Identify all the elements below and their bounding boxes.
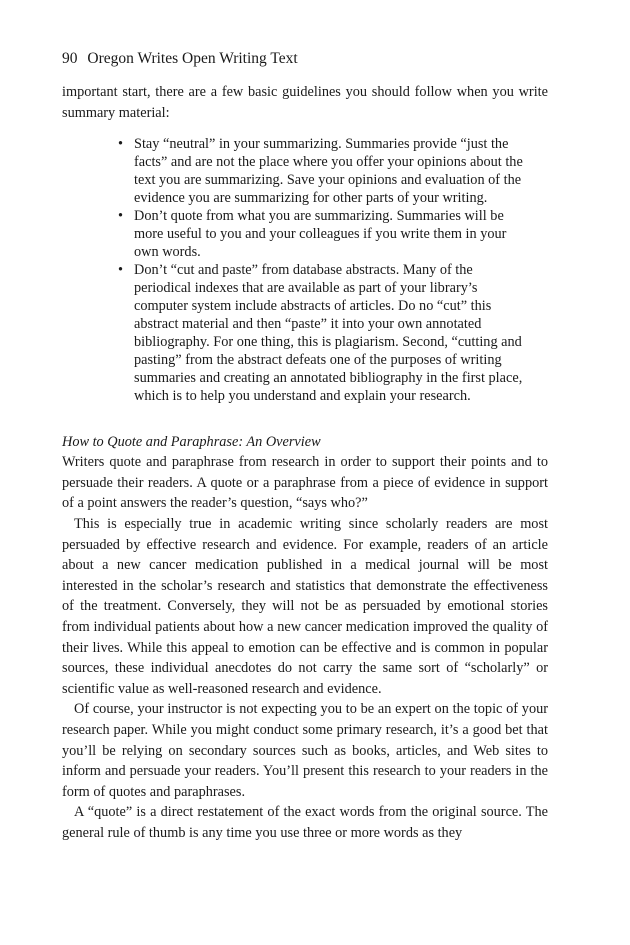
guidelines-list: [62, 135, 530, 405]
page-number: 90: [62, 50, 78, 67]
running-title: Oregon Writes Open Writing Text: [87, 50, 298, 67]
running-header: [62, 50, 298, 68]
paragraph: Of course, your instructor is not expecting you to be an expert on the topic of your research paper. While you might conduct some primary research, it’s a good bet that you’ll be relying on secondary sources such as books, articles, and Web sites to inform and persuade your readers. You’ll present this research to your readers in the form of quotes and paraphrases.: [62, 701, 548, 800]
section-heading: How to Quote and Paraphrase: An Overview: [62, 434, 321, 451]
list-item: • Don’t quote from what you are summarizing. Summaries will be more useful to you and your colleagues if you write them in your own words.: [134, 207, 530, 261]
paragraph: Writers quote and paraphrase from research in order to support their points and to persuade their readers. A quote or a paraphrase from a piece of evidence in support of a point answers the reader’s question, “says who?”: [62, 454, 548, 512]
list-item: • Don’t “cut and paste” from database abstracts. Many of the periodical indexes that are available as part of your library’s computer system include abstracts of articles. Do no “cut” this abstract material and then “paste” it into your own annotated bibliography. For one thing, this is plagiarism. Second, “cutting and pasting” from the abstract defeats one of the purposes of writing summaries and creating an annotated bibliography in the first place, which is to help you understand and explain your research.: [134, 261, 530, 405]
list-item: • Stay “neutral” in your summarizing. Summaries provide “just the facts” and are not the place where you offer your opinions about the text you are summarizing. Save your opinions and evaluation of the evidence you are summarizing for other parts of your writing.: [134, 135, 530, 207]
body-text: [62, 82, 548, 843]
intro-paragraph: important start, there are a few basic guidelines you should follow when you write summary material:: [62, 84, 548, 121]
paragraph: This is especially true in academic writing since scholarly readers are most persuaded by effective research and evidence. For example, readers of an article about a new cancer medication published in a medical journal will be most interested in the scholar’s research and statistics that demonstrate the effectiveness of the treatment. Conversely, they will not be as persuaded by emotional stories from individual patients about how a new cancer medication improved the quality of their lives. While this appeal to emotion can be effective and is common in popular sources, these individual anecdotes do not carry the same sort of “scholarly” or scientific value as well-reasoned research and evidence.: [62, 515, 548, 697]
paragraph: A “quote” is a direct restatement of the exact words from the original source. The general rule of thumb is any time you use three or more words as they: [62, 804, 548, 841]
